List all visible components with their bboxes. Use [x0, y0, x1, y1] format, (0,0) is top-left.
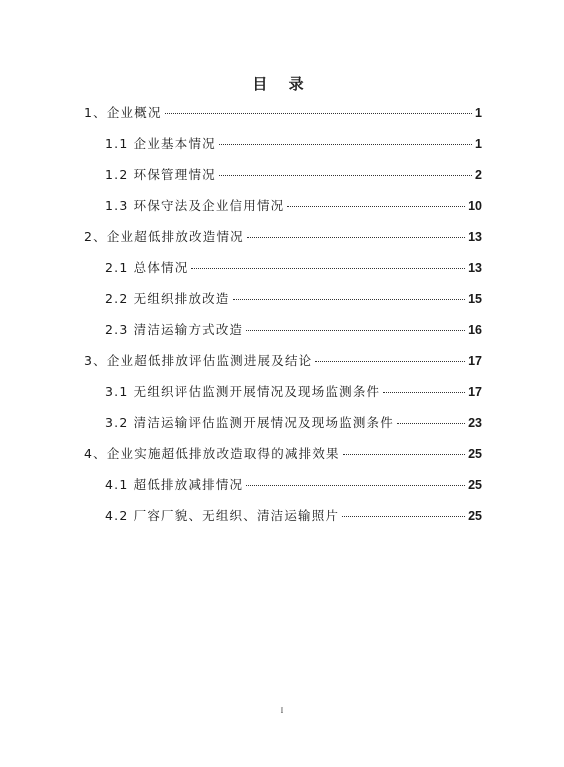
- toc-entry-page: 23: [468, 416, 482, 430]
- toc-entry[interactable]: [105, 320, 482, 342]
- toc-entry-label: 4.2 厂容厂貌、无组织、清洁运输照片: [105, 508, 340, 523]
- toc-leader-dots: [246, 485, 465, 486]
- toc-entry-label: 2、企业超低排放改造情况: [84, 229, 244, 244]
- toc-entry-label: 4.1 超低排放减排情况: [105, 477, 244, 492]
- toc-leader-dots: [191, 268, 465, 269]
- toc-entry-page: 1: [475, 106, 482, 120]
- toc-entry-label: 3.2 清洁运输评估监测开展情况及现场监测条件: [105, 415, 394, 430]
- toc-entry[interactable]: [105, 413, 482, 435]
- toc-leader-dots: [287, 206, 465, 207]
- toc-entry-label: 1.3 环保守法及企业信用情况: [105, 198, 285, 213]
- toc-title: 目 录: [252, 75, 312, 93]
- toc-leader-dots: [397, 423, 465, 424]
- toc-entry-page: 25: [468, 447, 482, 461]
- toc-entry-page: 25: [468, 478, 482, 492]
- toc-entry-label: 2.3 清洁运输方式改造: [105, 322, 244, 337]
- toc-entry[interactable]: [105, 506, 482, 528]
- toc-entry[interactable]: [105, 165, 482, 187]
- toc-entry[interactable]: [105, 382, 482, 404]
- toc-entry-label: 1.1 企业基本情况: [105, 136, 216, 151]
- toc-entry-label: 3.1 无组织评估监测开展情况及现场监测条件: [105, 384, 381, 399]
- toc-entry-page: 2: [475, 168, 482, 182]
- toc-entry[interactable]: [84, 103, 482, 125]
- toc-entry-page: 17: [468, 385, 482, 399]
- toc-entry[interactable]: [105, 475, 482, 497]
- toc-entry-label: 1.2 环保管理情况: [105, 167, 216, 182]
- toc-entry-label: 3、企业超低排放评估监测进展及结论: [84, 353, 313, 368]
- toc-leader-dots: [342, 516, 465, 517]
- toc-leader-dots: [219, 175, 472, 176]
- toc-entry-page: 1: [475, 137, 482, 151]
- toc-entry-page: 15: [468, 292, 482, 306]
- toc-entry-page: 17: [468, 354, 482, 368]
- toc-leader-dots: [165, 113, 472, 114]
- toc-leader-dots: [247, 237, 465, 238]
- toc-entry-page: 13: [468, 230, 482, 244]
- toc-entry[interactable]: [105, 258, 482, 280]
- toc-leader-dots: [343, 454, 465, 455]
- toc-entry[interactable]: [84, 351, 482, 373]
- toc-entry-page: 13: [468, 261, 482, 275]
- toc-entry[interactable]: [105, 134, 482, 156]
- toc-leader-dots: [233, 299, 466, 300]
- toc-entry-label: 1、企业概况: [84, 105, 162, 120]
- toc-entry-page: 10: [468, 199, 482, 213]
- toc-entry-page: 16: [468, 323, 482, 337]
- toc-entry-label: 4、企业实施超低排放改造取得的减排效果: [84, 446, 340, 461]
- toc-entry-label: 2.1 总体情况: [105, 260, 189, 275]
- toc-entry[interactable]: [84, 444, 482, 466]
- toc-leader-dots: [383, 392, 465, 393]
- toc-entry[interactable]: [105, 289, 482, 311]
- page-number: I: [280, 706, 284, 715]
- toc-entry-page: 25: [468, 509, 482, 523]
- toc-leader-dots: [246, 330, 465, 331]
- toc-entry[interactable]: [105, 196, 482, 218]
- toc-entry[interactable]: [84, 227, 482, 249]
- toc-leader-dots: [219, 144, 472, 145]
- toc-entry-label: 2.2 无组织排放改造: [105, 291, 230, 306]
- toc-leader-dots: [315, 361, 465, 362]
